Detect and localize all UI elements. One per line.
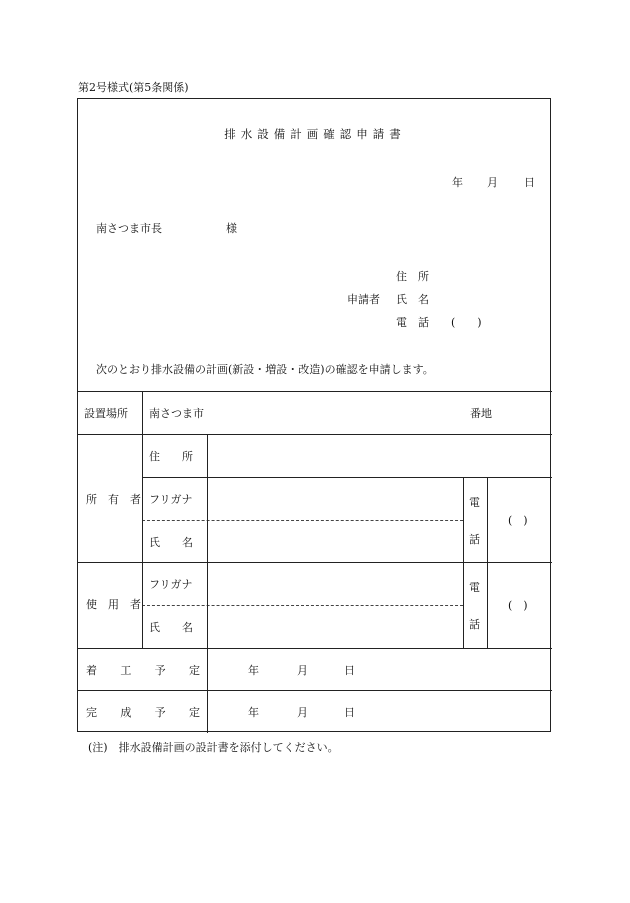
form-number: 第2号様式(第5条関係) [78, 81, 189, 94]
user-phone-parens: ( ) [508, 599, 528, 612]
user-name-label: 氏 名 [149, 621, 193, 634]
completion-label: 完 成 予 定 [86, 706, 200, 719]
application-statement: 次のとおり排水設備の計画(新設・増設・改造)の確認を申請します。 [96, 363, 434, 376]
date-year-label: 年 [452, 176, 463, 189]
completion-year-label: 年 [248, 706, 259, 719]
date-day-label: 日 [524, 176, 535, 189]
start-year-label: 年 [248, 664, 259, 677]
applicant-label: 申請者 [347, 293, 380, 306]
owner-address-label: 住 所 [149, 450, 193, 463]
location-city: 南さつま市 [149, 407, 204, 420]
date-month-label: 月 [487, 176, 498, 189]
addressee-name: 南さつま市長 [96, 222, 162, 235]
applicant-phone-parens: ( ) [451, 316, 482, 329]
location-label: 設置場所 [84, 407, 128, 420]
owner-furigana-label: フリガナ [149, 493, 193, 506]
form-title: 排水設備計画確認申請書 [224, 127, 406, 141]
user-phone-label-2: 話 [469, 618, 480, 631]
start-month-label: 月 [297, 664, 308, 677]
user-phone-label-1: 電 [469, 581, 480, 594]
completion-month-label: 月 [297, 706, 308, 719]
location-suffix: 番地 [470, 407, 492, 420]
owner-name-label: 氏 名 [149, 536, 193, 549]
start-day-label: 日 [344, 664, 355, 677]
owner-phone-label-2: 話 [469, 533, 480, 546]
start-label: 着 工 予 定 [86, 664, 200, 677]
owner-phone-label-1: 電 [469, 496, 480, 509]
footnote: (注) 排水設備計画の設計書を添付してください。 [88, 741, 339, 754]
user-label: 使 用 者 [86, 598, 141, 611]
owner-label: 所 有 者 [86, 493, 141, 506]
user-furigana-label: フリガナ [149, 578, 193, 591]
addressee-honorific: 様 [226, 222, 237, 235]
owner-phone-parens: ( ) [508, 514, 528, 527]
applicant-address-label: 住 所 [396, 270, 429, 283]
applicant-name-label: 氏 名 [396, 293, 429, 306]
application-form [77, 98, 551, 732]
completion-day-label: 日 [344, 706, 355, 719]
applicant-phone-label: 電 話 [396, 316, 429, 329]
